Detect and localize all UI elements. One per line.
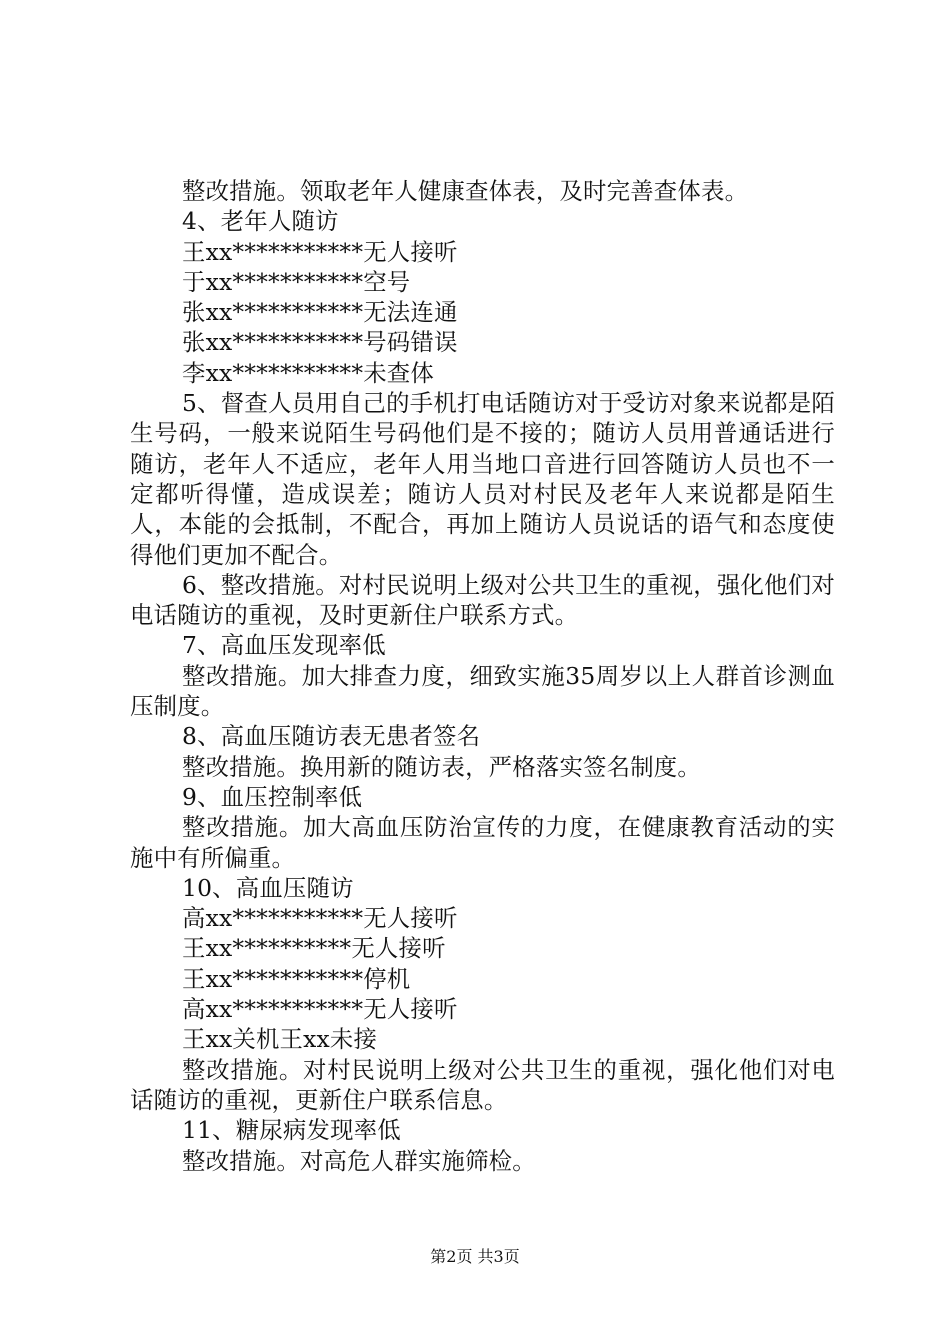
paragraph: 5、督查人员用自己的手机打电话随访对于受访对象来说都是陌生号码，一般来说陌生号码他们是不接的；随访人员用普通话进行随访，老年人不适应，老年人用当地口音进行回答随访人员也不一定都听得懂，造成误差；随访人员对村民及老年人来说都是陌生人，本能的会抵制，不配合，再加上随访人员说话的语气和态度使得他们更加不配合。 (130, 389, 835, 569)
paragraph: 整改措施。加大排查力度，细致实施35周岁以上人群首诊测血压制度。 (130, 661, 835, 721)
paragraph: 整改措施。领取老年人健康查体表，及时完善查体表。 (182, 177, 749, 205)
section-heading: 8、高血压随访表无患者签名 (182, 722, 481, 751)
paragraph: 整改措施。对高危人群实施筛检。 (182, 1146, 536, 1175)
list-item: 张xx***********无法连通 (182, 298, 458, 327)
list-item: 王xx***********无人接听 (182, 237, 458, 266)
paragraph: 整改措施。对村民说明上级对公共卫生的重视，强化他们对电话随访的重视，更新住户联系信息。 (130, 1055, 835, 1114)
list-item: 张xx***********号码错误 (182, 328, 458, 357)
list-item: 高xx***********无人接听 (182, 995, 458, 1024)
paragraph: 整改措施。加大高血压防治宣传的力度，在健康教育活动的实施中有所偏重。 (130, 813, 835, 872)
section-heading: 9、血压控制率低 (182, 782, 363, 811)
section-heading: 4、老年人随访 (182, 207, 339, 236)
section-heading: 11、糖尿病发现率低 (182, 1116, 401, 1145)
section-heading: 10、高血压随访 (182, 873, 354, 902)
paragraph: 6、整改措施。对村民说明上级对公共卫生的重视，强化他们对电话随访的重视，及时更新住户联系方式。 (130, 570, 835, 630)
section-heading: 7、高血压发现率低 (182, 631, 386, 660)
list-item: 高xx***********无人接听 (182, 904, 458, 933)
page-footer: 第2页 共3页 (430, 1247, 520, 1266)
document-body (130, 176, 835, 1176)
paragraph: 整改措施。换用新的随访表，严格落实签名制度。 (182, 752, 701, 781)
list-item: 王xx***********停机 (182, 964, 411, 993)
list-item: 李xx***********未查体 (182, 358, 434, 387)
list-item: 王xx关机王xx未接 (182, 1025, 378, 1054)
list-item: 于xx***********空号 (182, 267, 411, 296)
list-item: 王xx**********无人接听 (182, 934, 446, 963)
